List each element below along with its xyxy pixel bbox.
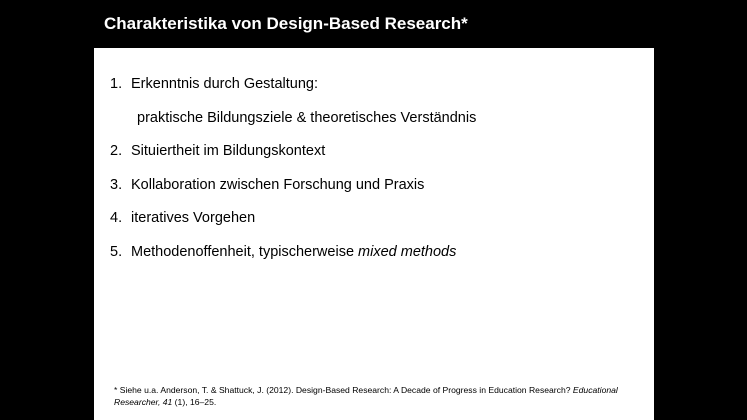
- list-item-number: 5.: [110, 244, 123, 260]
- list-item-number: 2.: [110, 143, 123, 159]
- list-item-4: [110, 208, 255, 228]
- footnote-prefix: * Siehe u.a. Anderson, T. & Shattuck, J. (2012). Design-Based Research: A Decade of Progress in Education Research?: [114, 385, 573, 395]
- footnote-journal: Educational Researcher,: [114, 385, 618, 407]
- footnote-citation: [114, 385, 634, 408]
- list-item-1: [110, 74, 318, 94]
- list-item-text: praktische Bildungsziele & theoretisches Verständnis: [137, 110, 477, 126]
- list-item-5: [110, 242, 456, 262]
- list-item-text: Erkenntnis durch Gestaltung:: [131, 76, 318, 92]
- list-item-1-detail: [137, 108, 476, 128]
- list-item-number: 1.: [110, 76, 123, 92]
- list-item-text: iteratives Vorgehen: [131, 210, 256, 226]
- content-panel: [94, 48, 654, 420]
- slide-title: Charakteristika von Design-Based Research*: [104, 14, 468, 33]
- list-item-text: Kollaboration zwischen Forschung und Praxis: [131, 177, 425, 193]
- list-item-number: 3.: [110, 177, 123, 193]
- list-item-text: Methodenoffenheit, typischerweise: [131, 244, 359, 260]
- footnote-volume: 41: [162, 396, 173, 407]
- footnote-suffix: (1), 16–25.: [172, 396, 217, 407]
- characteristics-list: [94, 48, 654, 348]
- list-item-2: [110, 141, 325, 161]
- list-item-number: 4.: [110, 210, 123, 226]
- list-item-emphasis: mixed methods: [358, 244, 457, 260]
- list-item-text: Situiertheit im Bildungskontext: [131, 143, 326, 159]
- list-item-3: [110, 175, 424, 195]
